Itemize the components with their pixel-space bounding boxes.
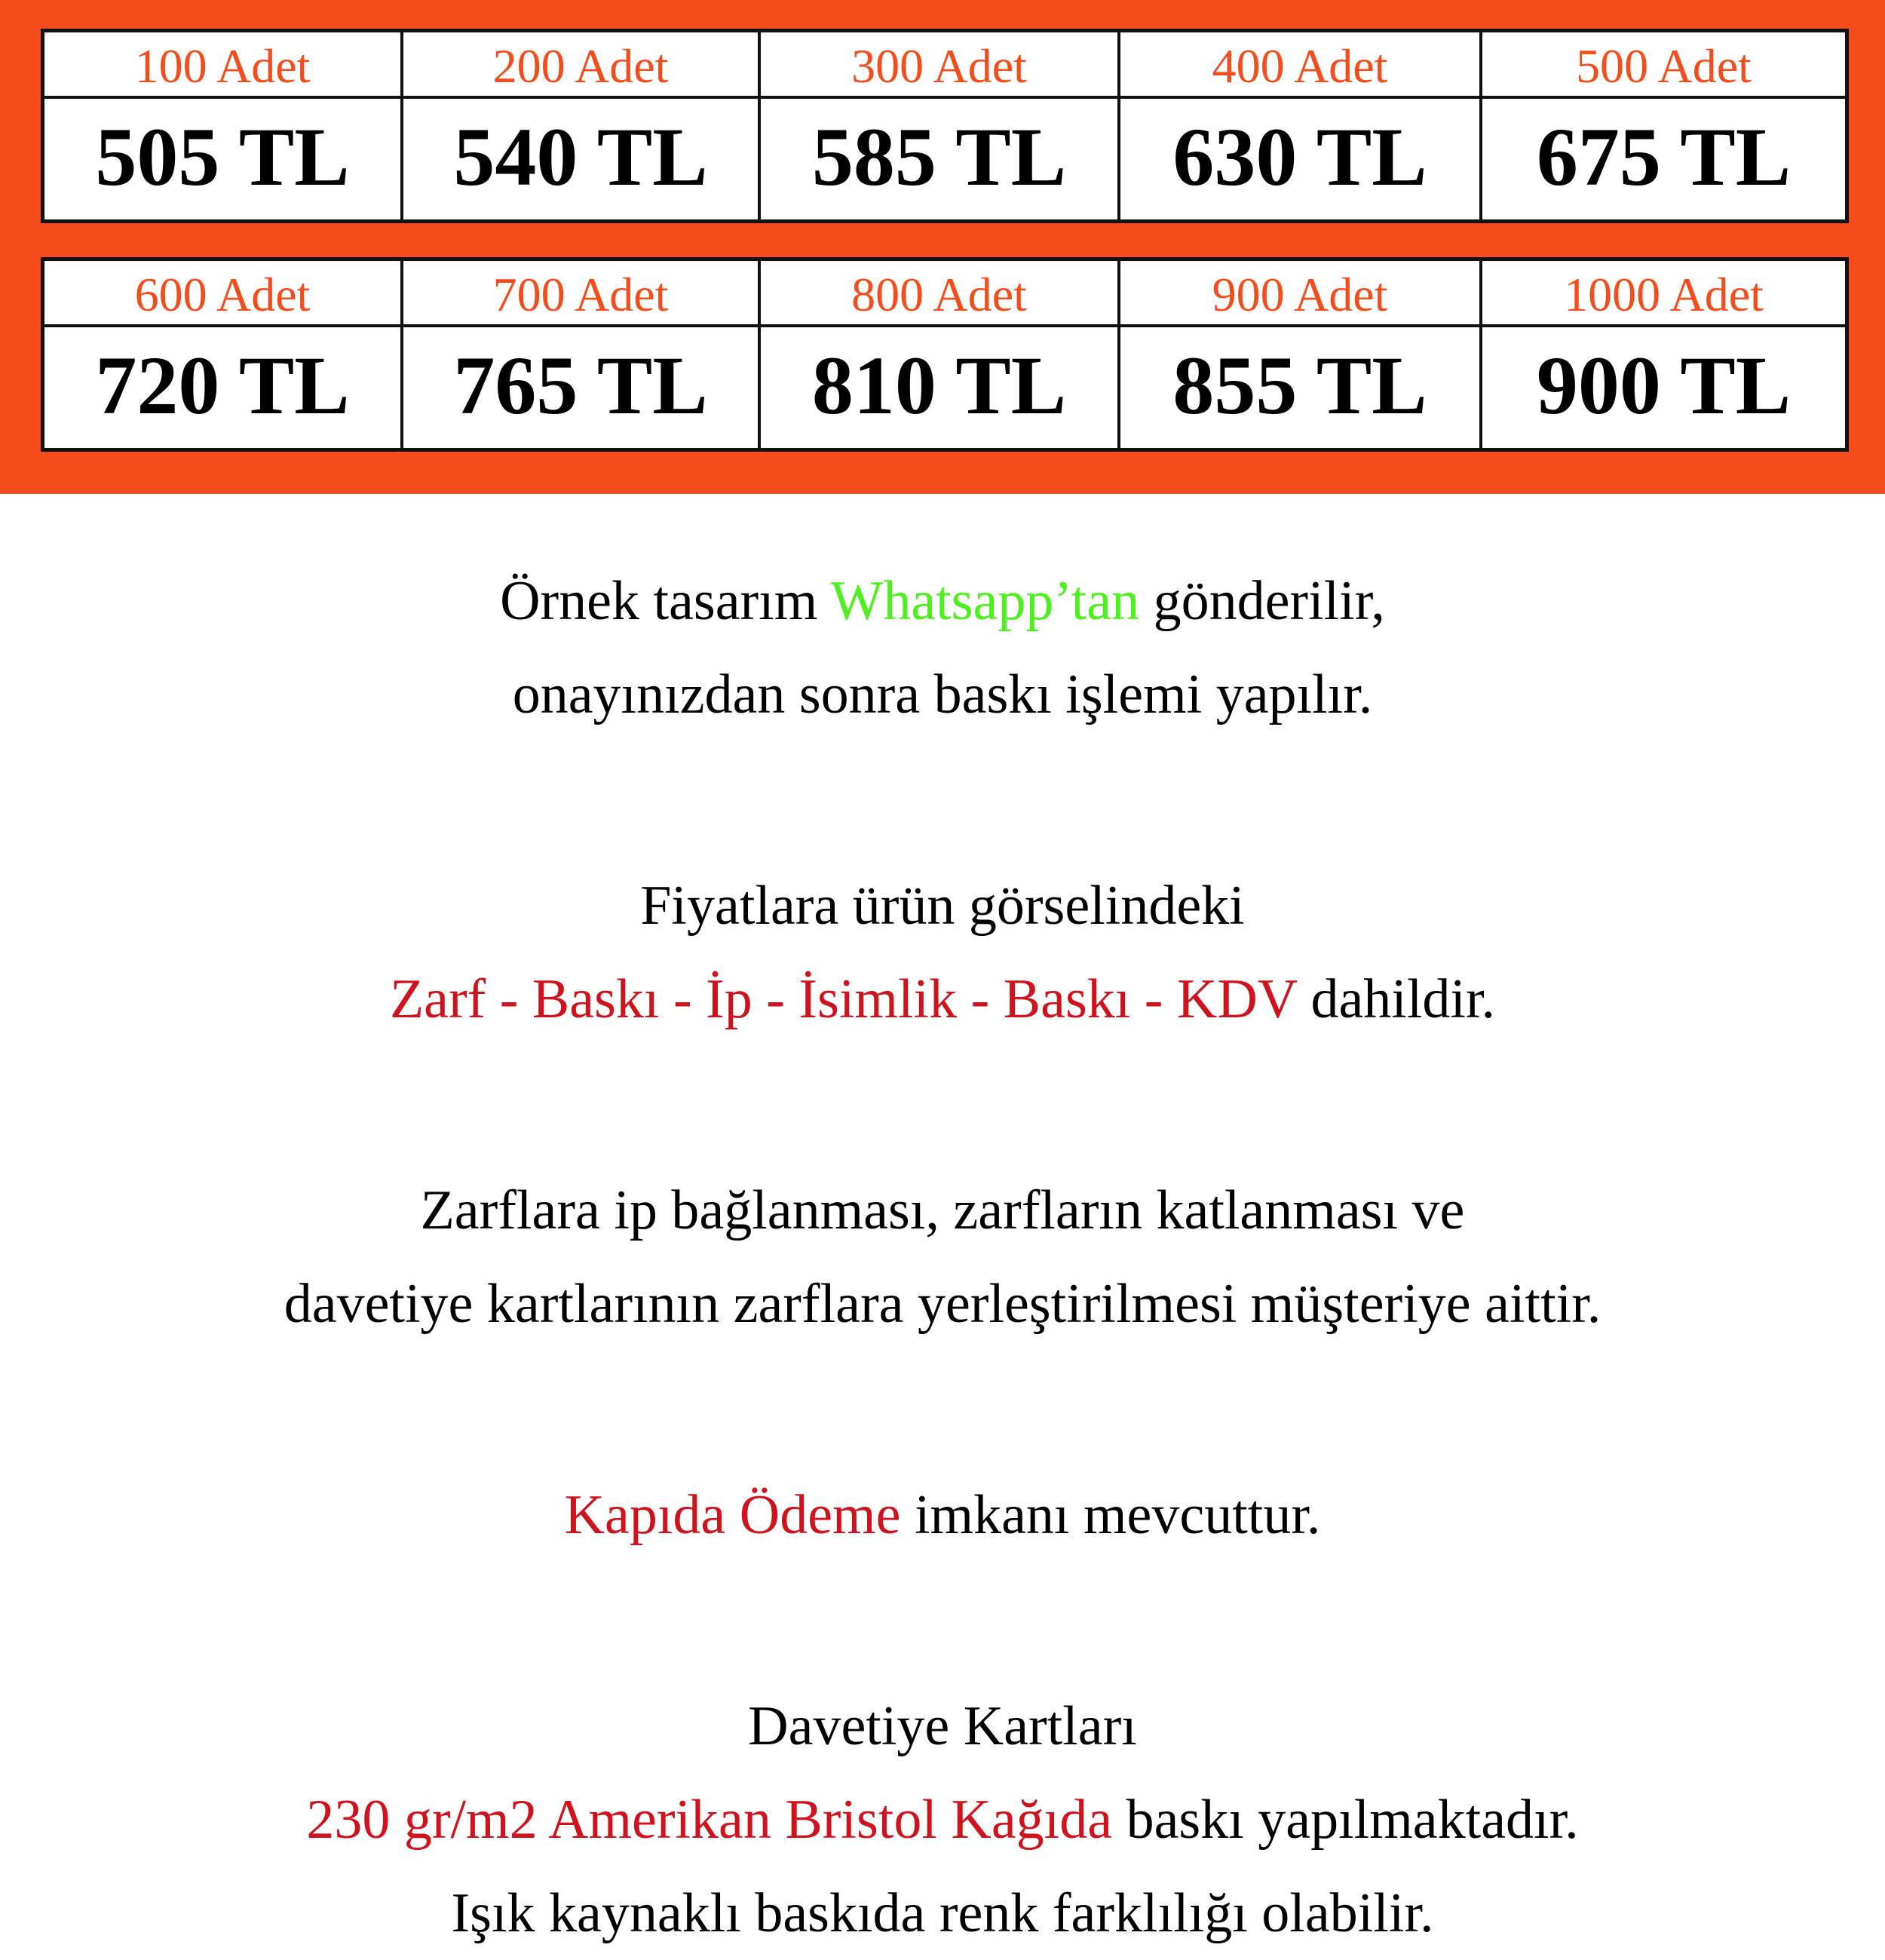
price-value: 720 TL [44, 327, 403, 448]
quantity-label: 1000 Adet [1482, 261, 1845, 327]
design-approval-line: Örnek tasarım Whatsapp’tan gönderilir, [500, 570, 1385, 632]
price-value: 855 TL [1120, 327, 1482, 448]
price-value: 585 TL [761, 99, 1120, 219]
price-value: 630 TL [1120, 99, 1482, 219]
cash-on-delivery-highlight: Kapıda Ödeme [564, 1484, 901, 1546]
included-items-highlight: Zarf - Baskı - İp - İsimlik - Baskı - KDV [389, 968, 1297, 1030]
quantity-label: 200 Adet [403, 32, 761, 99]
approval-note: onayınızdan sonra baskı işlemi yapılır. [512, 664, 1373, 725]
quantity-label: 100 Adet [44, 32, 403, 99]
price-value: 675 TL [1536, 111, 1792, 203]
price-table-row-1 [41, 29, 1849, 223]
paper-spec-line: 230 gr/m2 Amerikan Bristol Kağıda baskı yapılmaktadır. [306, 1789, 1579, 1851]
color-difference-note: Işık kaynaklı baskıda renk farklılığı olabilir. [451, 1882, 1434, 1944]
quantity-label: 600 Adet [44, 261, 403, 327]
price-value: 900 TL [1536, 339, 1792, 431]
assembly-note-line-1: Zarflara ip bağlanması, zarfların katlanması ve [420, 1179, 1465, 1241]
quantity-label: 800 Adet [761, 261, 1120, 327]
price-value: 505 TL [44, 99, 403, 219]
whatsapp-highlight: Whatsapp’tan [830, 570, 1140, 632]
price-value: 540 TL [403, 99, 761, 219]
price-table-row-2 [41, 257, 1849, 452]
quantity-label: 400 Adet [1120, 32, 1482, 99]
cards-heading: Davetiye Kartları [748, 1695, 1137, 1757]
quantity-label: 300 Adet [761, 32, 1120, 99]
price-value: 765 TL [403, 327, 761, 448]
included-items-line: Zarf - Baskı - İp - İsimlik - Baskı - KDV dahildir. [389, 968, 1496, 1030]
price-value: 810 TL [761, 327, 1120, 448]
quantity-label: 900 Adet [1120, 261, 1482, 327]
price-banner [0, 0, 1885, 494]
included-items-intro: Fiyatlara ürün görselindeki [640, 875, 1245, 937]
info-text [0, 554, 1885, 1960]
paper-spec-highlight: 230 gr/m2 Amerikan Bristol Kağıda [306, 1789, 1113, 1851]
quantity-label: 500 Adet [1482, 32, 1845, 99]
assembly-note-line-2: davetiye kartlarının zarflara yerleştirilmesi müşteriye aittir. [284, 1273, 1601, 1335]
quantity-label: 700 Adet [403, 261, 761, 327]
payment-note: Kapıda Ödeme imkanı mevcuttur. [564, 1484, 1321, 1546]
